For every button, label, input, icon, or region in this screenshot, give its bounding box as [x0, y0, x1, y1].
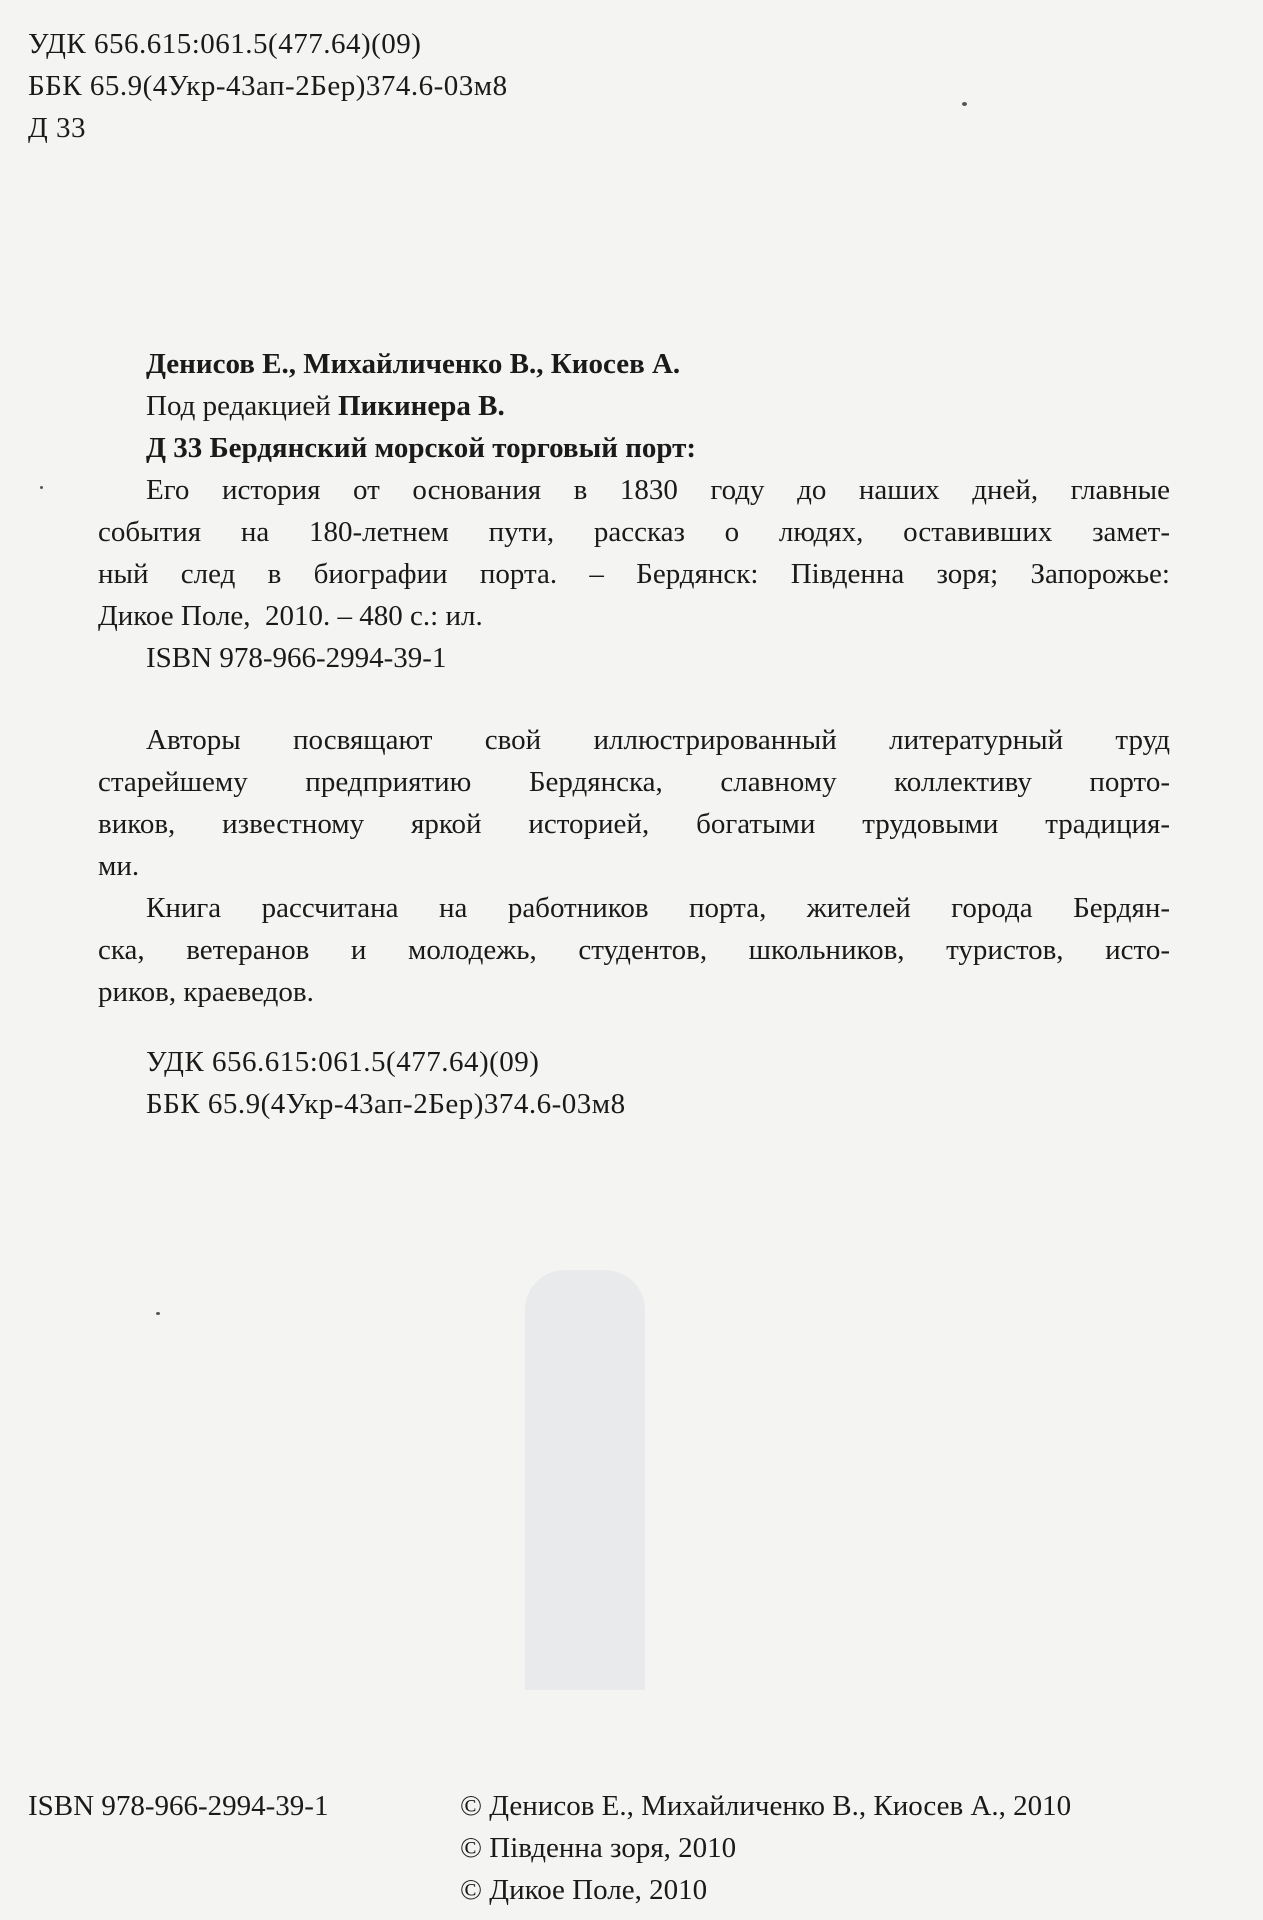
- udk-code: УДК 656.615:061.5(477.64)(09): [146, 1046, 540, 1078]
- isbn-imprint: ISBN 978-966-2994-39-1: [28, 1790, 329, 1822]
- subtitle-line: Его история от основания в 1830 году до наших дней, главные: [146, 474, 1170, 506]
- udk-code: УДК 656.615:061.5(477.64)(09): [28, 28, 422, 60]
- editor-prefix: Под редакцией: [146, 390, 338, 422]
- annotation-line: виков, известному яркой историей, богатыми трудовыми традиция-: [98, 808, 1170, 840]
- annotation-line: ска, ветеранов и молодежь, студентов, школьников, туристов, исто-: [98, 934, 1170, 966]
- scan-speck: [962, 102, 967, 106]
- author-mark: Д 33: [28, 112, 87, 144]
- copyright-line: © Дикое Поле, 2010: [460, 1874, 708, 1906]
- annotation-line: риков, краеведов.: [98, 976, 314, 1008]
- title-line: [146, 434, 696, 463]
- isbn-record: ISBN 978-966-2994-39-1: [146, 642, 447, 674]
- subtitle-line: Дикое Поле, 2010. – 480 с.: ил.: [98, 600, 483, 632]
- subtitle-line: ный след в биографии порта. – Бердянск: Південна зоря; Запорожье:: [98, 558, 1170, 590]
- title-mark: Д 33: [146, 432, 210, 464]
- annotation-line: Авторы посвящают свой иллюстрированный литературный труд: [146, 724, 1170, 756]
- copyright-line: © Південна зоря, 2010: [460, 1832, 737, 1864]
- show-through-silhouette: [525, 1270, 645, 1690]
- scan-speck: [156, 1312, 160, 1315]
- annotation-line: Книга рассчитана на работников порта, жителей города Бердян-: [146, 892, 1170, 924]
- book-title: Бердянский морской торговый порт:: [209, 432, 697, 464]
- show-through-mark: [250, 40, 302, 213]
- bbk-code: ББК 65.9(4Укр-43ап-2Бер)374.6-03м8: [146, 1088, 626, 1120]
- authors: Денисов Е., Михайличенко В., Киосев А.: [146, 348, 681, 380]
- editor-line: [146, 392, 505, 421]
- bbk-code: ББК 65.9(4Укр-43ап-2Бер)374.6-03м8: [28, 70, 508, 102]
- scan-speck: [40, 486, 43, 489]
- copyright-line: © Денисов Е., Михайличенко В., Киосев А., 2010: [460, 1790, 1072, 1822]
- annotation-line: старейшему предприятию Бердянска, славному коллективу порто-: [98, 766, 1170, 798]
- subtitle-line: события на 180-летнем пути, рассказ о людях, оставивших замет-: [98, 516, 1170, 548]
- editor-name: Пикинера В.: [338, 390, 505, 422]
- annotation-line: ми.: [98, 850, 140, 882]
